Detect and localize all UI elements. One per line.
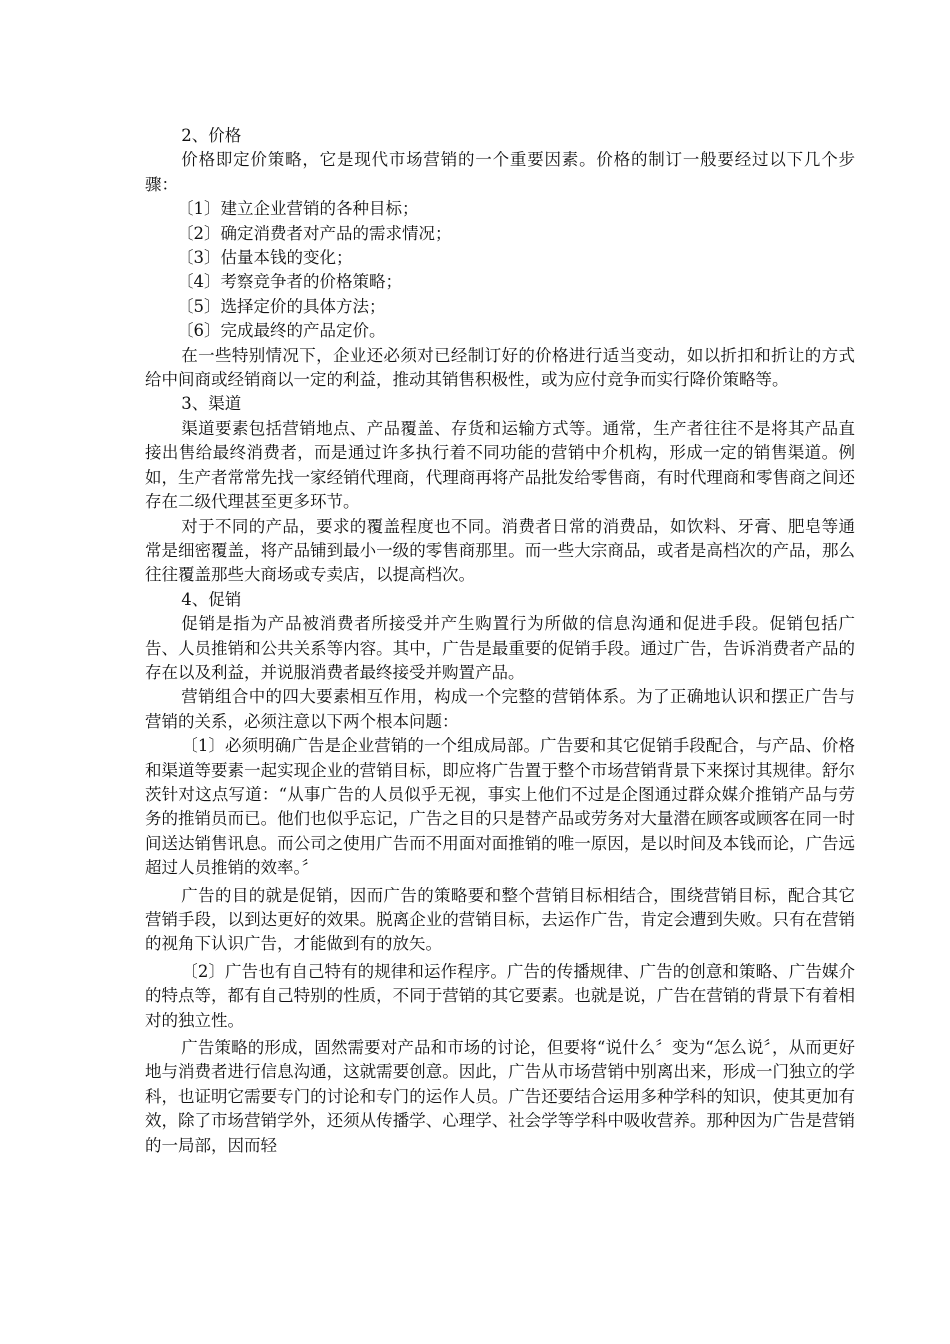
list-item-price-step-4: 〔4〕考察竞争者的价格策略； bbox=[177, 272, 402, 292]
paragraph-channel-coverage: 对于不同的产品，要求的覆盖程度也不同。消费者日常的消费品，如饮料、牙膏、肥皂等通常是细密覆盖，将产品铺到最小一级的零售商那里。而一些大宗商品，或者是高档次的产品，那么往往覆盖那些大商场或专卖店，以提高档次。 bbox=[145, 516, 855, 585]
list-item-price-step-3: 〔3〕估量本钱的变化； bbox=[177, 248, 353, 268]
paragraph-marketing-mix: 营销组合中的四大要素相互作用，构成一个完整的营销体系。为了正确地认识和摆正广告与营销的关系，必须注意以下两个根本问题： bbox=[145, 687, 855, 731]
list-item-price-step-5: 〔5〕选择定价的具体方法； bbox=[177, 296, 386, 316]
paragraph-advertising-purpose: 广告的目的就是促销，因而广告的策略要和整个营销目标相结合，围绕营销目标，配合其它营销手段，以到达更好的效果。脱离企业的营销目标，去运作广告，肯定会遭到失败。只有在营销的视角下认识广告，才能做到有的放矢。 bbox=[145, 885, 855, 954]
paragraph-promotion-definition: 促销是指为产品被消费者所接受并产生购置行为所做的信息沟通和促进手段。促销包括广告、人员推销和公共关系等内容。其中，广告是最重要的促销手段。通过广告，告诉消费者产品的存在以及利益，并说服消费者最终接受并购置产品。 bbox=[145, 614, 855, 682]
paragraph-advertising-strategy: 广告策略的形成，固然需要对产品和市场的讨论，但要将“说什么〞变为“怎么说〞，从而更好地与消费者进行信息沟通，这就需要创意。因此，广告从市场营销中别离出来，形成一门独立的学科，也证明它需要专门的讨论和专门的运作人员。广告还要结合运用多种学科的知识，使其更加有效，除了市场营销学外，还须从传播学、心理学、社会学等学科中吸收营养。那种因为广告是营销的一局部，因而轻 bbox=[145, 1038, 855, 1155]
paragraph-point-1: 〔1〕必须明确广告是企业营销的一个组成局部。广告要和其它促销手段配合，与产品、价格和渠道等要素一起实现企业的营销目标，即应将广告置于整个市场营销背景下来探讨其规律。舒尔茨针对这点写道：“从事广告的人员似乎无视，事实上他们不过是企图通过群众媒介推销产品与劳务的推销员而已。他们也似乎忘记，广告之目的只是替产品或劳务对大量潜在顾客或顾客在同一时间送达销售讯息。而公司之使用广告而不用面对面推销的唯一原因，是以时间及本钱而论，广告远超过人员推销的效率。〞 bbox=[145, 736, 855, 878]
list-item-price-step-6: 〔6〕完成最终的产品定价。 bbox=[177, 321, 386, 341]
paragraph-point-2: 〔2〕广告也有自己特有的规律和运作程序。广告的传播规律、广告的创意和策略、广告媒介的特点等，都有自己特别的性质，不同于营销的其它要素。也就是说，广告在营销的背景下有着相对的独立性。 bbox=[145, 961, 855, 1030]
list-item-price-step-1: 〔1〕建立企业营销的各种目标； bbox=[177, 199, 419, 219]
document-body bbox=[145, 124, 855, 1158]
paragraph-price-intro: 价格即定价策略，它是现代市场营销的一个重要因素。价格的制订一般要经过以下几个步骤： bbox=[145, 150, 855, 194]
section-heading-promotion: 4、促销 bbox=[181, 589, 242, 609]
paragraph-price-adjustment: 在一些特别情况下，企业还必须对已经制订好的价格进行适当变动，如以折扣和折让的方式给中间商或经销商以一定的利益，推动其销售积极性，或为应付竞争而实行降价策略等。 bbox=[145, 345, 855, 390]
list-item-price-step-2: 〔2〕确定消费者对产品的需求情况； bbox=[177, 223, 452, 243]
section-heading-price: 2、价格 bbox=[181, 126, 242, 145]
section-heading-channel: 3、渠道 bbox=[181, 394, 242, 414]
paragraph-channel-elements: 渠道要素包括营销地点、产品覆盖、存货和运输方式等。通常，生产者往往不是将其产品直接出售给最终消费者，而是通过许多执行着不同功能的营销中介机构，形成一定的销售渠道。例如，生产者常常先找一家经销代理商，代理商再将产品批发给零售商，有时代理商和零售商之间还存在二级代理甚至更多环节。 bbox=[145, 418, 855, 512]
